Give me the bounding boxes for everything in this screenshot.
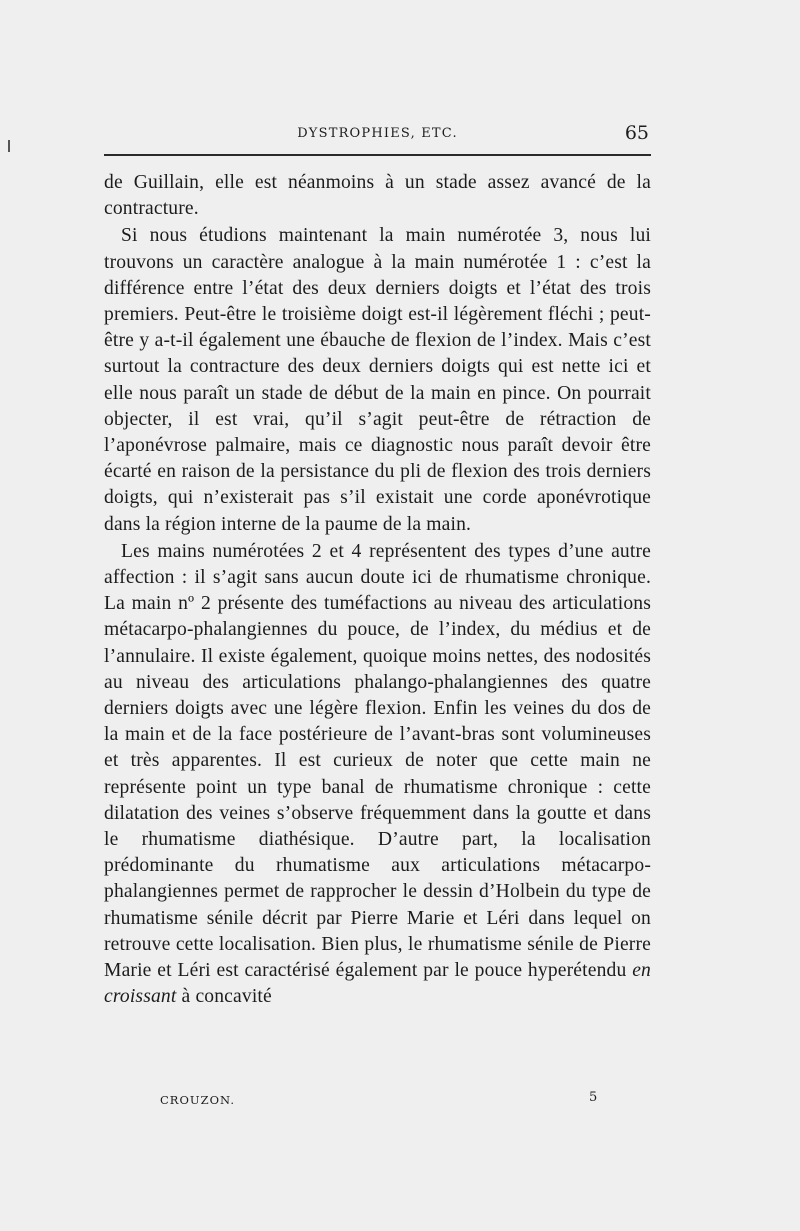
paragraph-3-text: Les mains numérotées 2 et 4 représentent des types d’une autre affection : il s’agit sans aucun doute ici de rhumatisme chronique. La main nº 2 présente des tuméfactions au niveau des articulations métacarpo-phalangiennes du pouce, de l’index, du médius et de l’annulaire. Il existe également, quoique moins nettes, des nodosités au niveau des articulations phalango-phalangiennes des quatre derniers doigts avec une légère flexion. Enfin les veines du dos de la main et de la face postérieure de l’avant-bras sont volumineuses et très apparentes. Il est curieux de noter que cette main ne représente point un type banal de rhumatisme chronique : cette dilatation des veines s’observe fréquemment dans la goutte et dans le rhumatisme diathésique. D’autre part, la localisation prédominante du rhumatisme aux articulations métacarpo-phalangiennes permet de rapprocher le dessin d’Holbein du type de rhumatisme sénile décrit par Pierre Marie et Léri dans lequel on retrouve cette localisation. Bien plus, le rhumatisme sénile de Pierre Marie et Léri est caractérisé également par le pouce hyperétendu <box>104 540 651 982</box>
paragraph-2: Si nous étudions maintenant la main numérotée 3, nous lui trouvons un caractère analogue à la main numérotée 1 : c’est la différence entre l’état des deux derniers doigts et l’état des trois premiers. Peut-être le troisième doigt est-il légèrement fléchi ; peut-être y a-t-il également une ébauche de flexion de l’index. Mais c’est surtout la contracture des deux derniers doigts qui est nette ici et elle nous paraît un stade de début de la main en pince. On pourrait objecter, il est vrai, qu’il s’agit peut-être de rétraction de l’aponévrose palmaire, mais ce diagnostic nous paraît devoir être écarté en raison de la persistance du pli de flexion des trois derniers doigts, qui n’existerait pas s’il existait une corde aponévrotique dans la région interne de la paume de la main. <box>104 225 651 535</box>
page-edge-mark <box>8 140 10 152</box>
page-number: 65 <box>624 122 649 144</box>
paragraph-1: de Guillain, elle est néanmoins à un stade assez avancé de la contracture. <box>104 172 651 220</box>
printer-signature: CROUZON. <box>160 1093 235 1107</box>
running-head <box>104 122 651 148</box>
signature-number: 5 <box>589 1090 598 1105</box>
paragraph-3 <box>104 539 651 1011</box>
header-rule <box>104 154 651 156</box>
running-title: DYSTROPHIES, ETC. <box>297 126 458 141</box>
paragraph-3-end: à concavité <box>181 986 272 1008</box>
body-text <box>104 170 651 1011</box>
italic-phrase: en croissant <box>104 960 651 1008</box>
